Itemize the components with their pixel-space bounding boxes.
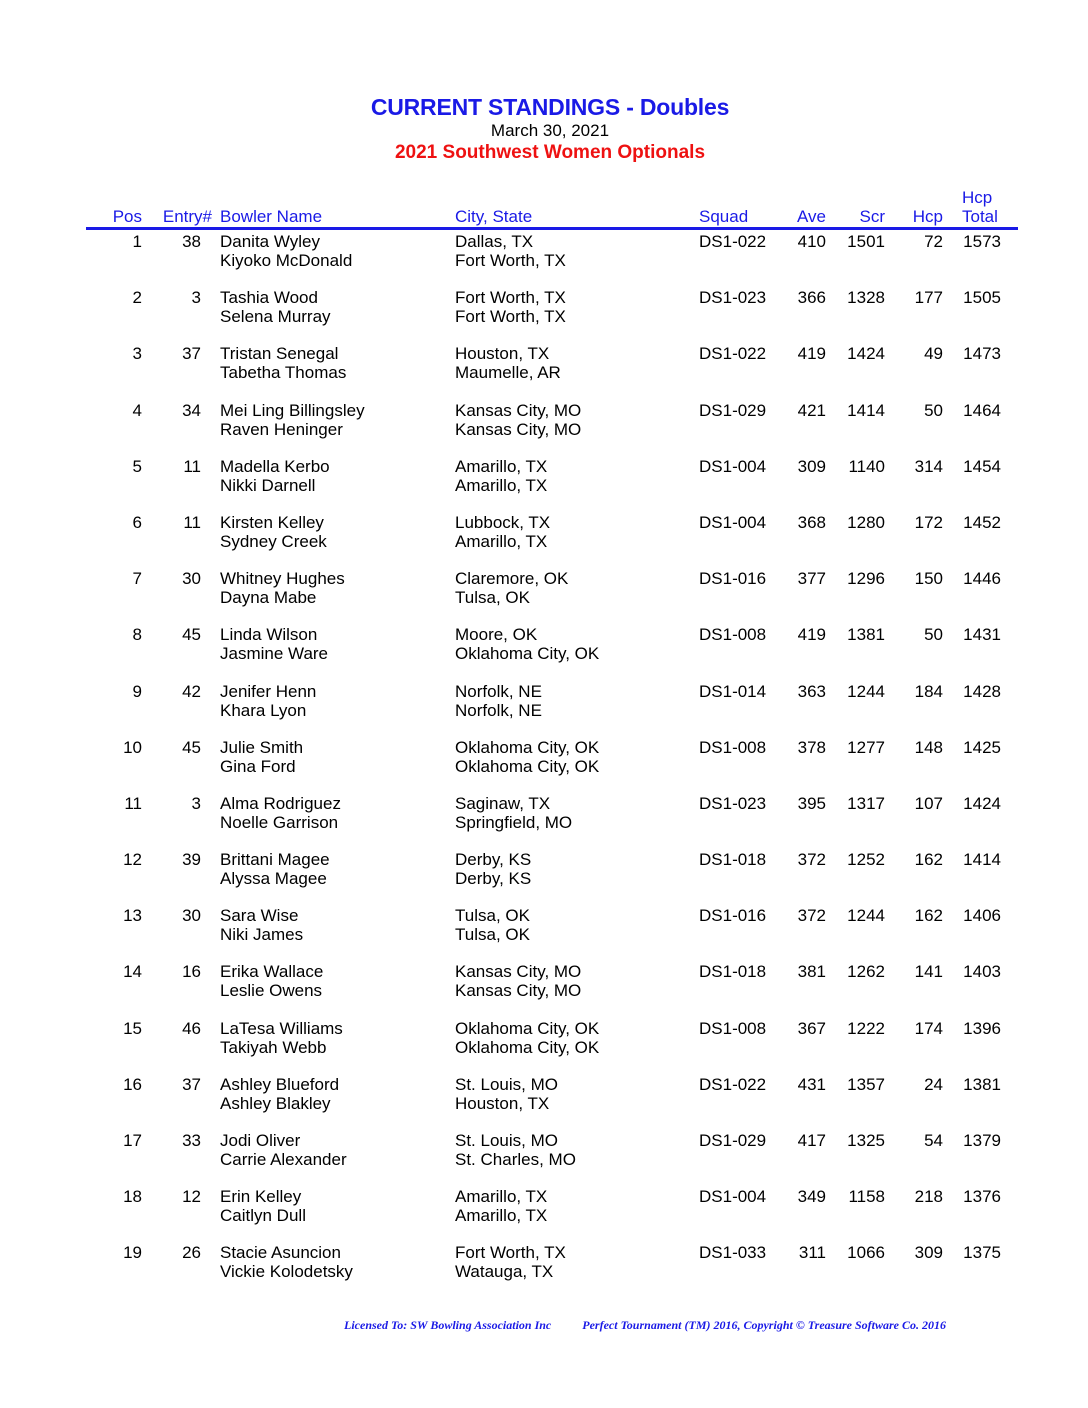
city-state-1: Kansas City, MO	[455, 400, 582, 420]
hcp-cell: 54	[924, 1131, 943, 1150]
hcp-total-cell: 1428	[963, 681, 1001, 701]
event-name: 2021 Southwest Women Optionals	[394, 142, 706, 163]
column-header-squad: Squad	[699, 207, 749, 226]
ave-cell: 372	[797, 906, 826, 926]
hcp-cell: 172	[914, 512, 943, 532]
city-state-2: Amarillo, TX	[455, 1206, 548, 1226]
column-header-hcp: Hcp	[912, 207, 943, 226]
table-row	[0, 513, 1088, 569]
bowler-name-2: Gina Ford	[220, 756, 296, 776]
hcp-cell: 174	[914, 1018, 943, 1038]
column-header-ave: Ave	[797, 207, 826, 226]
hcp-cell: 24	[924, 1074, 943, 1094]
scr-cell: 1244	[847, 906, 885, 926]
table-row	[0, 962, 1088, 1018]
ave-cell: 378	[797, 737, 826, 757]
bowler-name-1: Tristan Senegal	[220, 344, 339, 364]
hcp-cell: 107	[914, 793, 943, 813]
scr-cell: 1317	[847, 793, 885, 813]
table-row	[0, 738, 1088, 794]
ave-cell: 311	[798, 1243, 826, 1263]
hcp-total-cell: 1403	[963, 962, 1001, 982]
table-row	[0, 1187, 1088, 1243]
entry-cell: 11	[183, 456, 201, 476]
city-state-2: Amarillo, TX	[455, 475, 548, 495]
bowler-name-2: Takiyah Webb	[220, 1037, 327, 1057]
squad-cell: DS1-004	[699, 456, 767, 476]
scr-cell: 1296	[847, 569, 885, 589]
bowler-name-2: Sydney Creek	[220, 531, 327, 551]
entry-cell: 37	[182, 1074, 201, 1094]
bowler-name-2: Noelle Garrison	[220, 812, 339, 832]
city-state-1: Houston, TX	[455, 344, 550, 364]
hcp-total-cell: 1414	[963, 850, 1001, 870]
bowler-name-1: Brittani Magee	[220, 850, 330, 870]
hcp-total-cell: 1464	[963, 400, 1001, 420]
city-state-2: Fort Worth, TX	[455, 307, 566, 327]
pos-cell: 9	[132, 681, 142, 701]
city-state-2: Kansas City, MO	[455, 981, 582, 1001]
ave-cell: 410	[797, 232, 826, 251]
hcp-total-cell: 1473	[963, 344, 1001, 364]
bowler-name-2: Caitlyn Dull	[220, 1206, 306, 1226]
bowler-name-2: Carrie Alexander	[220, 1150, 347, 1169]
hcp-cell: 148	[914, 737, 943, 757]
bowler-name-2: Raven Heninger	[220, 419, 343, 439]
scr-cell: 1222	[847, 1018, 885, 1038]
table-row	[0, 457, 1088, 513]
hcp-cell: 150	[914, 569, 943, 589]
entry-cell: 34	[182, 400, 201, 420]
table-row	[0, 625, 1088, 681]
bowler-name-2: Ashley Blakley	[220, 1093, 331, 1113]
squad-cell: DS1-008	[699, 1018, 767, 1038]
scr-cell: 1328	[847, 288, 885, 308]
table-row	[0, 401, 1088, 457]
city-state-2: Watauga, TX	[455, 1262, 554, 1282]
city-state-2: Fort Worth, TX	[455, 251, 566, 270]
scr-cell: 1280	[847, 512, 885, 532]
scr-cell: 1277	[847, 737, 885, 757]
squad-cell: DS1-016	[699, 906, 767, 926]
hcp-cell: 177	[914, 288, 943, 308]
city-state-1: Amarillo, TX	[455, 456, 548, 476]
squad-cell: DS1-022	[699, 232, 767, 251]
bowler-name-1: Kirsten Kelley	[220, 512, 324, 532]
city-state-2: Kansas City, MO	[455, 419, 582, 439]
city-state-2: Maumelle, AR	[455, 363, 561, 383]
bowler-name-1: Julie Smith	[220, 737, 304, 757]
entry-cell: 26	[182, 1243, 201, 1263]
entry-cell: 42	[182, 681, 201, 701]
footer-copyright: Perfect Tournament (TM) 2016, Copyright © Treasure Software Co. 2016	[582, 1318, 947, 1332]
entry-cell: 46	[182, 1018, 201, 1038]
city-state-2: Springfield, MO	[455, 812, 573, 832]
pos-cell: 11	[124, 793, 142, 813]
scr-cell: 1381	[847, 625, 885, 645]
table-row	[0, 794, 1088, 850]
city-state-1: Saginaw, TX	[455, 793, 551, 813]
scr-cell: 1158	[848, 1187, 885, 1207]
ave-cell: 309	[797, 456, 826, 476]
squad-cell: DS1-016	[699, 569, 767, 589]
pos-cell: 1	[132, 232, 142, 251]
column-header-scr: Scr	[859, 207, 885, 226]
ave-cell: 368	[797, 512, 826, 532]
bowler-name-1: Mei Ling Billingsley	[220, 400, 365, 420]
bowler-name-1: Erika Wallace	[220, 962, 324, 982]
squad-cell: DS1-023	[699, 793, 767, 813]
hcp-total-cell: 1375	[963, 1243, 1001, 1263]
bowler-name-2: Leslie Owens	[220, 981, 323, 1001]
city-state-2: St. Charles, MO	[455, 1150, 576, 1169]
pos-cell: 16	[123, 1074, 142, 1094]
pos-cell: 4	[132, 400, 142, 420]
entry-cell: 12	[182, 1187, 201, 1207]
bowler-name-1: Sara Wise	[220, 906, 299, 926]
pos-cell: 14	[123, 962, 142, 982]
table-row	[0, 1075, 1088, 1131]
scr-cell: 1357	[847, 1074, 885, 1094]
hcp-total-cell: 1573	[963, 232, 1001, 251]
table-row	[0, 569, 1088, 625]
entry-cell: 45	[182, 625, 201, 645]
city-state-1: Tulsa, OK	[455, 906, 530, 926]
hcp-total-cell: 1396	[963, 1018, 1001, 1038]
city-state-1: Lubbock, TX	[455, 512, 551, 532]
table-row	[0, 1243, 1088, 1299]
hcp-cell: 218	[914, 1187, 943, 1207]
bowler-name-2: Jasmine Ware	[220, 644, 329, 664]
city-state-2: Houston, TX	[455, 1093, 550, 1113]
hcp-cell: 50	[924, 400, 943, 420]
scr-cell: 1501	[847, 232, 885, 251]
scr-cell: 1424	[847, 344, 885, 364]
bowler-name-1: Linda Wilson	[220, 625, 318, 645]
entry-cell: 16	[182, 962, 201, 982]
entry-cell: 39	[182, 850, 201, 870]
table-row	[0, 232, 1088, 288]
bowler-name-1: Jodi Oliver	[220, 1131, 301, 1150]
entry-cell: 33	[182, 1131, 201, 1150]
squad-cell: DS1-022	[699, 1074, 767, 1094]
pos-cell: 8	[132, 625, 142, 645]
squad-cell: DS1-022	[699, 344, 767, 364]
ave-cell: 417	[797, 1131, 826, 1150]
pos-cell: 6	[132, 512, 142, 532]
pos-cell: 18	[123, 1187, 142, 1207]
bowler-name-1: Jenifer Henn	[220, 681, 317, 701]
squad-cell: DS1-018	[699, 962, 767, 982]
ave-cell: 431	[797, 1074, 826, 1094]
squad-cell: DS1-033	[699, 1243, 767, 1263]
hcp-cell: 141	[914, 962, 943, 982]
city-state-1: Amarillo, TX	[455, 1187, 548, 1207]
pos-cell: 19	[123, 1243, 142, 1263]
scr-cell: 1252	[847, 850, 885, 870]
pos-cell: 15	[123, 1018, 142, 1038]
hcp-cell: 50	[924, 625, 943, 645]
ave-cell: 367	[797, 1018, 826, 1038]
scr-cell: 1066	[847, 1243, 885, 1263]
hcp-total-cell: 1381	[963, 1074, 1001, 1094]
table-row	[0, 906, 1088, 962]
bowler-name-2: Selena Murray	[220, 307, 331, 327]
bowler-name-1: Alma Rodriguez	[220, 793, 341, 813]
pos-cell: 12	[123, 850, 142, 870]
hcp-total-cell: 1376	[963, 1187, 1001, 1207]
bowler-name-1: Stacie Asuncion	[220, 1243, 341, 1263]
column-header-city: City, State	[455, 207, 533, 226]
page-title: CURRENT STANDINGS - Doubles	[370, 94, 730, 120]
entry-cell: 11	[183, 512, 201, 532]
entry-cell: 37	[182, 344, 201, 364]
city-state-2: Oklahoma City, OK	[455, 644, 600, 664]
ave-cell: 419	[797, 625, 826, 645]
city-state-2: Derby, KS	[455, 869, 532, 889]
bowler-name-2: Khara Lyon	[220, 700, 307, 720]
entry-cell: 30	[182, 906, 201, 926]
scr-cell: 1140	[848, 456, 885, 476]
entry-cell: 3	[191, 793, 201, 813]
city-state-1: St. Louis, MO	[455, 1131, 558, 1150]
scr-cell: 1414	[847, 400, 885, 420]
hcp-total-cell: 1446	[963, 569, 1001, 589]
squad-cell: DS1-004	[699, 512, 767, 532]
table-row	[0, 1019, 1088, 1075]
hcp-cell: 49	[924, 344, 943, 364]
column-header-pos: Pos	[112, 207, 142, 226]
bowler-name-1: Danita Wyley	[220, 232, 320, 251]
city-state-1: St. Louis, MO	[455, 1074, 558, 1094]
city-state-1: Fort Worth, TX	[455, 288, 566, 308]
entry-cell: 3	[191, 288, 201, 308]
hcp-total-cell: 1424	[963, 793, 1001, 813]
city-state-2: Tulsa, OK	[455, 925, 530, 945]
bowler-name-2: Dayna Mabe	[220, 588, 317, 608]
squad-cell: DS1-008	[699, 625, 767, 645]
city-state-1: Moore, OK	[455, 625, 538, 645]
city-state-1: Claremore, OK	[455, 569, 569, 589]
city-state-2: Tulsa, OK	[455, 588, 530, 608]
ave-cell: 381	[797, 962, 826, 982]
column-header-hcp-total-bottom: Total	[962, 207, 998, 226]
bowler-name-2: Nikki Darnell	[220, 475, 316, 495]
entry-cell: 30	[182, 569, 201, 589]
ave-cell: 377	[797, 569, 826, 589]
entry-cell: 38	[182, 232, 201, 251]
pos-cell: 2	[132, 288, 142, 308]
hcp-total-cell: 1505	[963, 288, 1001, 308]
bowler-name-1: Erin Kelley	[220, 1187, 302, 1207]
ave-cell: 395	[797, 793, 826, 813]
bowler-name-1: Ashley Blueford	[220, 1074, 340, 1094]
squad-cell: DS1-014	[699, 681, 767, 701]
pos-cell: 13	[123, 906, 142, 926]
ave-cell: 419	[797, 344, 826, 364]
squad-cell: DS1-004	[699, 1187, 767, 1207]
city-state-2: Norfolk, NE	[455, 700, 542, 720]
bowler-name-2: Niki James	[220, 925, 304, 945]
bowler-name-2: Tabetha Thomas	[220, 363, 347, 383]
entry-cell: 45	[182, 737, 201, 757]
squad-cell: DS1-008	[699, 737, 767, 757]
squad-cell: DS1-023	[699, 288, 767, 308]
city-state-1: Derby, KS	[455, 850, 532, 870]
city-state-1: Fort Worth, TX	[455, 1243, 566, 1263]
table-row	[0, 344, 1088, 400]
footer-license: Licensed To: SW Bowling Association Inc	[344, 1318, 552, 1332]
hcp-total-cell: 1379	[963, 1131, 1001, 1150]
pos-cell: 10	[123, 737, 142, 757]
hcp-cell: 309	[914, 1243, 943, 1263]
hcp-total-cell: 1454	[963, 456, 1001, 476]
table-row	[0, 1131, 1088, 1187]
hcp-cell: 184	[914, 681, 943, 701]
scr-cell: 1262	[847, 962, 885, 982]
hcp-cell: 72	[924, 232, 943, 251]
city-state-2: Amarillo, TX	[455, 531, 548, 551]
ave-cell: 372	[797, 850, 826, 870]
header-divider	[86, 227, 1018, 230]
city-state-1: Oklahoma City, OK	[455, 1018, 600, 1038]
table-row	[0, 682, 1088, 738]
scr-cell: 1325	[847, 1131, 885, 1150]
hcp-cell: 162	[914, 850, 943, 870]
ave-cell: 421	[797, 400, 826, 420]
column-header-hcp-total-top: Hcp	[962, 188, 993, 207]
squad-cell: DS1-018	[699, 850, 767, 870]
city-state-1: Norfolk, NE	[455, 681, 542, 701]
ave-cell: 363	[797, 681, 826, 701]
footer	[344, 1318, 946, 1333]
city-state-1: Oklahoma City, OK	[455, 737, 600, 757]
scr-cell: 1244	[847, 681, 885, 701]
pos-cell: 7	[132, 569, 142, 589]
pos-cell: 5	[132, 456, 142, 476]
bowler-name-2: Vickie Kolodetsky	[220, 1262, 353, 1282]
ave-cell: 366	[797, 288, 826, 308]
city-state-2: Oklahoma City, OK	[455, 1037, 600, 1057]
hcp-total-cell: 1431	[963, 625, 1001, 645]
column-header-entry: Entry#	[162, 207, 212, 226]
hcp-cell: 314	[914, 456, 943, 476]
report-date: March 30, 2021	[490, 121, 610, 140]
city-state-2: Oklahoma City, OK	[455, 756, 600, 776]
hcp-total-cell: 1425	[963, 737, 1001, 757]
ave-cell: 349	[797, 1187, 826, 1207]
column-header-bowler: Bowler Name	[220, 207, 323, 226]
bowler-name-1: Tashia Wood	[220, 288, 318, 308]
city-state-1: Kansas City, MO	[455, 962, 582, 982]
hcp-total-cell: 1406	[963, 906, 1001, 926]
bowler-name-2: Kiyoko McDonald	[220, 251, 353, 270]
table-row	[0, 288, 1088, 344]
pos-cell: 17	[123, 1131, 142, 1150]
table-row	[0, 850, 1088, 906]
pos-cell: 3	[132, 344, 142, 364]
city-state-1: Dallas, TX	[455, 232, 534, 251]
bowler-name-1: LaTesa Williams	[220, 1018, 343, 1038]
bowler-name-1: Madella Kerbo	[220, 456, 330, 476]
squad-cell: DS1-029	[699, 1131, 767, 1150]
bowler-name-2: Alyssa Magee	[220, 869, 327, 889]
bowler-name-1: Whitney Hughes	[220, 569, 345, 589]
hcp-total-cell: 1452	[963, 512, 1001, 532]
standings-table	[0, 232, 1088, 1300]
squad-cell: DS1-029	[699, 400, 767, 420]
hcp-cell: 162	[914, 906, 943, 926]
